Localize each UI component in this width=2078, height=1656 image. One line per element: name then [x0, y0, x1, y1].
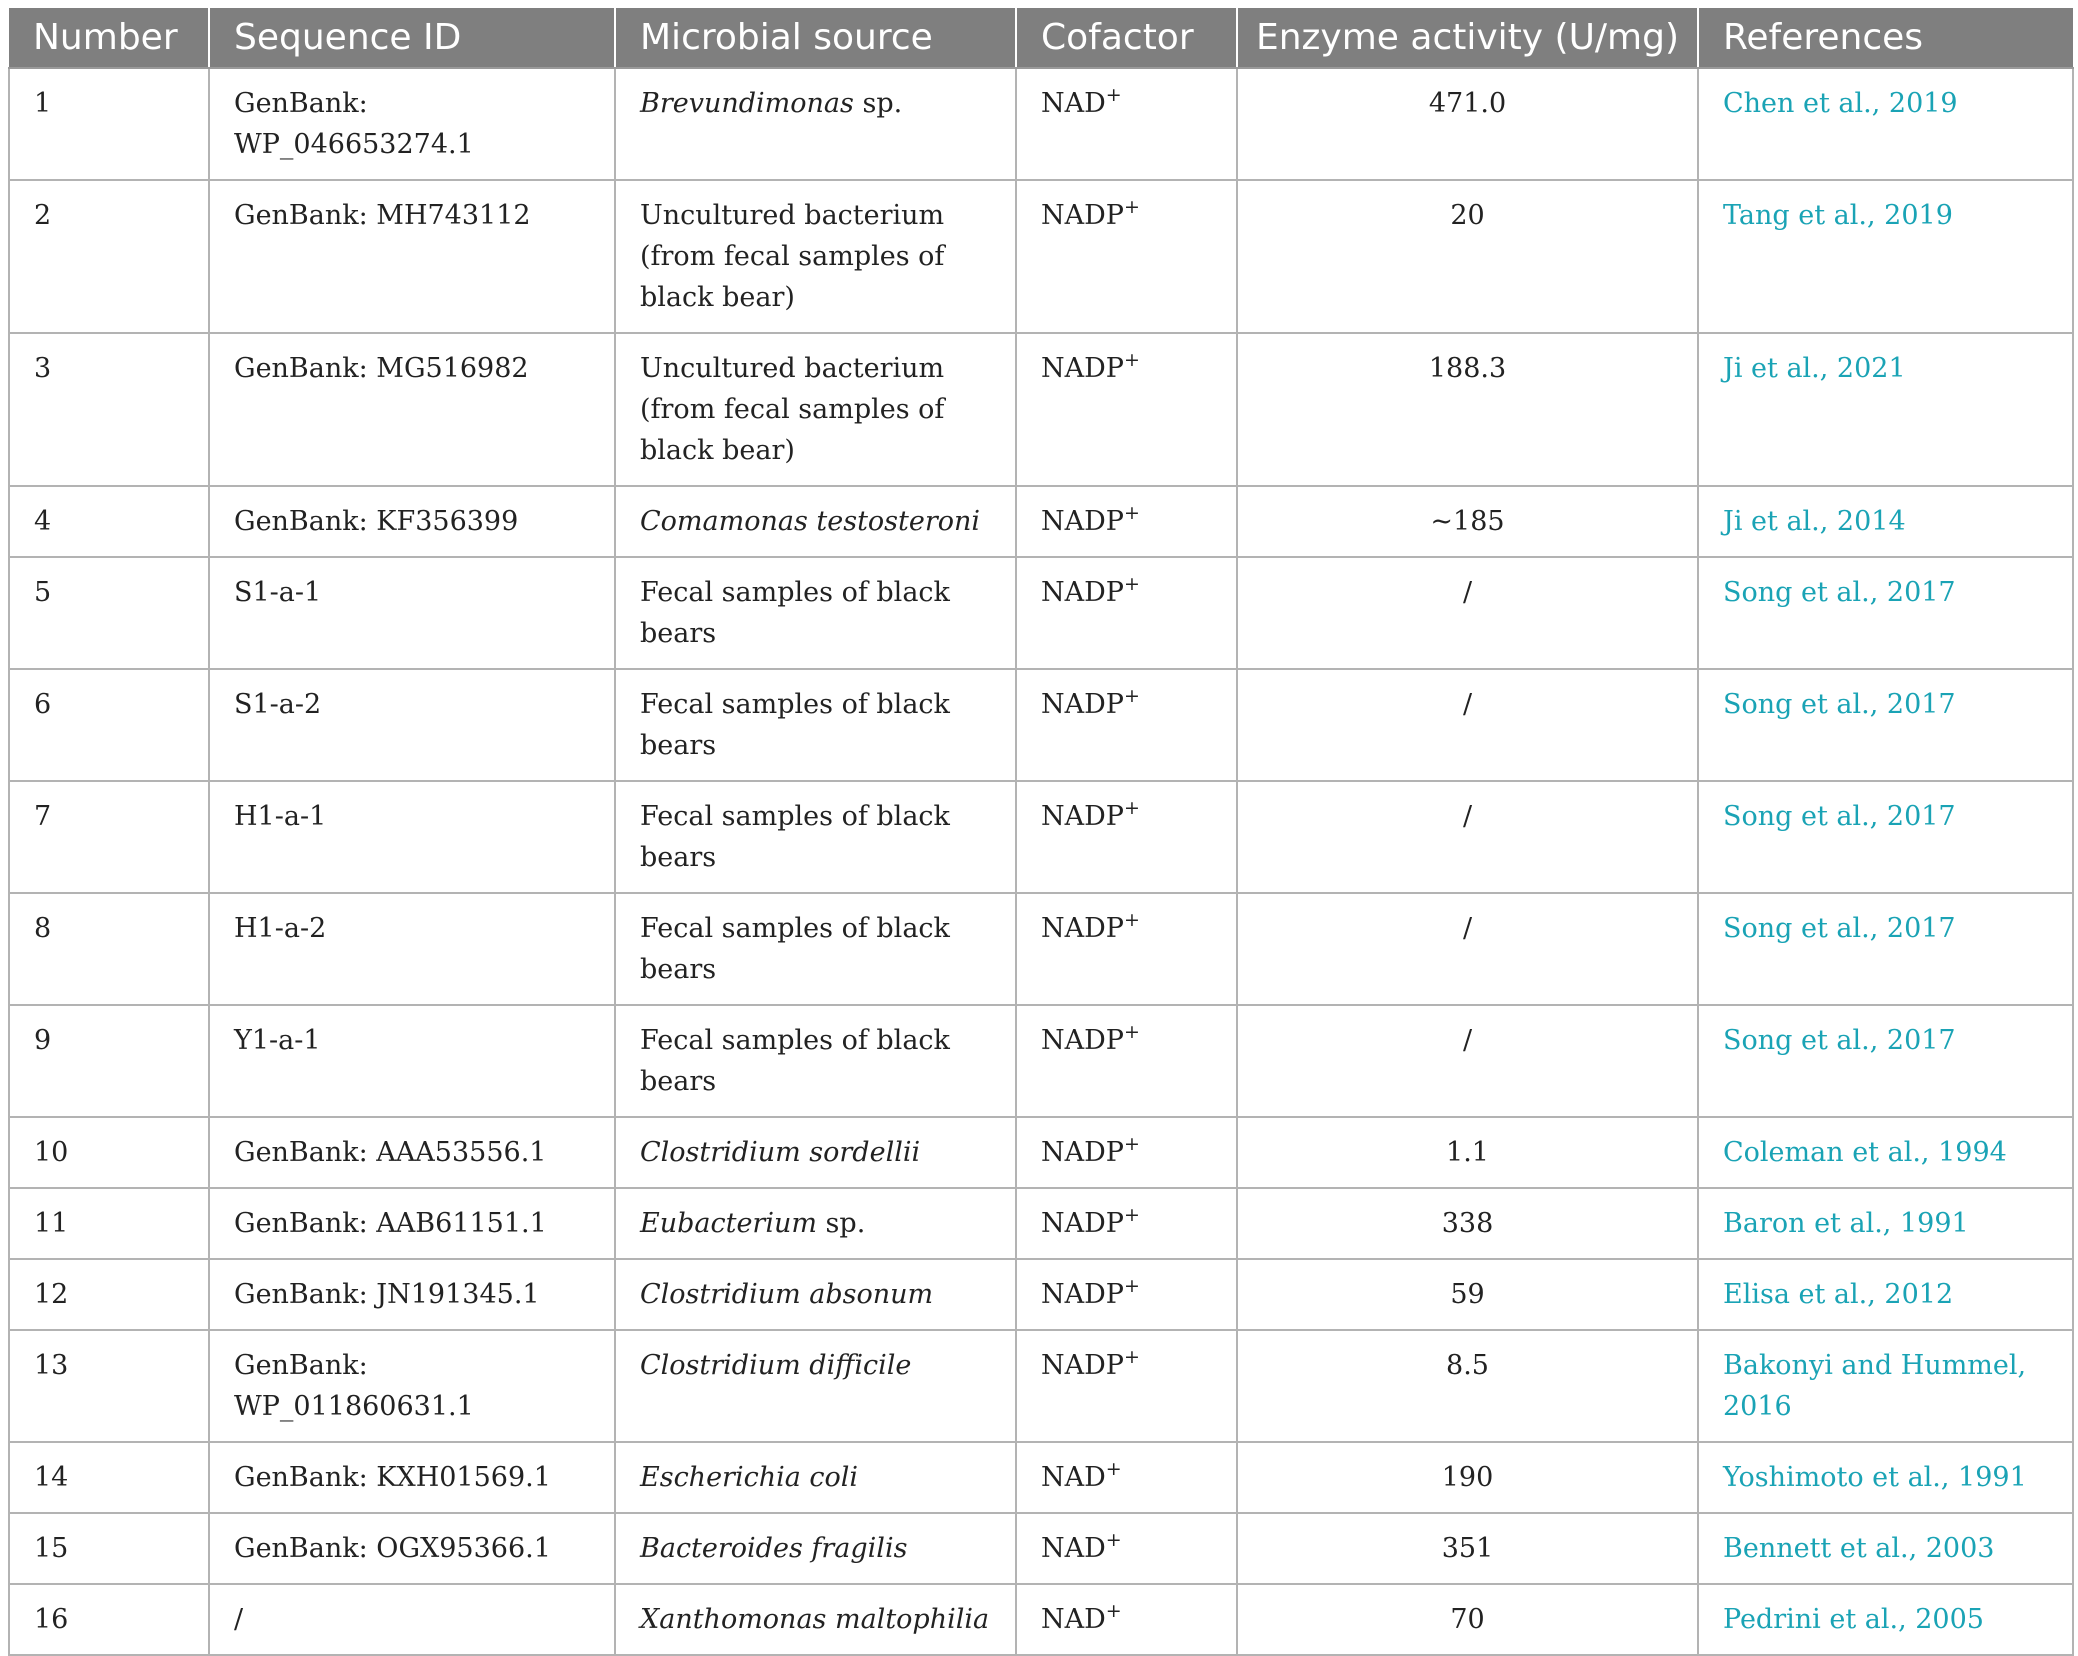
- cell-cofactor: [1016, 893, 1237, 1005]
- cell-reference: [1698, 180, 2073, 333]
- cell-sequence-id: [209, 893, 615, 1005]
- cell-sequence-id: [209, 1330, 615, 1442]
- sequence-id-text: GenBank: MG516982: [234, 353, 529, 384]
- cell-sequence-id: [209, 669, 615, 781]
- reference-link[interactable]: Coleman et al., 1994: [1723, 1137, 2007, 1168]
- cell-microbial-source: [615, 1117, 1016, 1188]
- activity-text: /: [1462, 689, 1473, 720]
- table-row: [9, 557, 2073, 669]
- cell-enzyme-activity: [1237, 1584, 1698, 1655]
- cell-enzyme-activity: [1237, 1442, 1698, 1513]
- number-text: 14: [34, 1462, 69, 1493]
- cell-enzyme-activity: [1237, 1259, 1698, 1330]
- activity-text: 20: [1450, 200, 1485, 231]
- cofactor-superscript: +: [1123, 797, 1140, 819]
- number-text: 7: [34, 801, 52, 832]
- table-row: [9, 781, 2073, 893]
- sequence-id-text: H1-a-2: [234, 913, 327, 944]
- table-row: [9, 486, 2073, 557]
- source-plain-text: Uncultured bacterium (from fecal samples of black bear): [640, 353, 945, 466]
- table-row: [9, 1584, 2073, 1655]
- cofactor-superscript: +: [1105, 1529, 1122, 1551]
- cofactor-text: NADP: [1041, 1279, 1124, 1310]
- data-table-container: [8, 8, 2072, 1656]
- cell-enzyme-activity: [1237, 781, 1698, 893]
- number-text: 11: [34, 1208, 69, 1239]
- activity-text: 70: [1450, 1604, 1485, 1635]
- cell-microbial-source: [615, 1584, 1016, 1655]
- sequence-id-text: GenBank: JN191345.1: [234, 1279, 540, 1310]
- table-row: [9, 669, 2073, 781]
- reference-link[interactable]: Song et al., 2017: [1723, 801, 1956, 832]
- cell-number: [9, 68, 209, 180]
- cell-cofactor: [1016, 68, 1237, 180]
- cell-cofactor: [1016, 557, 1237, 669]
- cell-reference: [1698, 1513, 2073, 1584]
- cell-enzyme-activity: [1237, 557, 1698, 669]
- number-text: 6: [34, 689, 52, 720]
- source-italic-text: Clostridium sordellii: [640, 1137, 921, 1168]
- cell-cofactor: [1016, 1188, 1237, 1259]
- cell-cofactor: [1016, 486, 1237, 557]
- column-header-sequence-id: Sequence ID: [209, 8, 615, 68]
- cell-sequence-id: [209, 1513, 615, 1584]
- cell-cofactor: [1016, 1330, 1237, 1442]
- cofactor-text: NAD: [1041, 1462, 1106, 1493]
- activity-text: 188.3: [1428, 353, 1507, 384]
- activity-text: /: [1462, 913, 1473, 944]
- cell-reference: [1698, 1442, 2073, 1513]
- cell-microbial-source: [615, 669, 1016, 781]
- reference-link[interactable]: Pedrini et al., 2005: [1723, 1604, 1984, 1635]
- table-row: [9, 1513, 2073, 1584]
- cell-number: [9, 1442, 209, 1513]
- cell-enzyme-activity: [1237, 893, 1698, 1005]
- source-plain-text: Fecal samples of black bears: [640, 801, 950, 873]
- cell-sequence-id: [209, 180, 615, 333]
- cofactor-text: NADP: [1041, 1208, 1124, 1239]
- source-plain-text: Fecal samples of black bears: [640, 577, 950, 649]
- number-text: 3: [34, 353, 52, 384]
- cell-microbial-source: [615, 1005, 1016, 1117]
- cell-microbial-source: [615, 1442, 1016, 1513]
- reference-link[interactable]: Elisa et al., 2012: [1723, 1279, 1954, 1310]
- sequence-id-text: GenBank: WP_046653274.1: [234, 88, 474, 160]
- cell-reference: [1698, 1005, 2073, 1117]
- sequence-id-text: Y1-a-1: [234, 1025, 321, 1056]
- cell-microbial-source: [615, 1259, 1016, 1330]
- cell-enzyme-activity: [1237, 486, 1698, 557]
- reference-link[interactable]: Yoshimoto et al., 1991: [1723, 1462, 2027, 1493]
- cell-cofactor: [1016, 1442, 1237, 1513]
- cell-microbial-source: [615, 557, 1016, 669]
- cell-cofactor: [1016, 1005, 1237, 1117]
- source-plain-text: sp.: [816, 1208, 866, 1239]
- reference-link[interactable]: Song et al., 2017: [1723, 689, 1956, 720]
- cofactor-superscript: +: [1105, 1600, 1122, 1622]
- cofactor-superscript: +: [1123, 685, 1140, 707]
- activity-text: 351: [1441, 1533, 1494, 1564]
- cell-microbial-source: [615, 333, 1016, 486]
- sequence-id-text: /: [234, 1604, 244, 1635]
- cofactor-superscript: +: [1123, 909, 1140, 931]
- cell-reference: [1698, 1330, 2073, 1442]
- cofactor-text: NADP: [1041, 1350, 1124, 1381]
- activity-text: 190: [1441, 1462, 1494, 1493]
- table-row: [9, 1259, 2073, 1330]
- cofactor-superscript: +: [1123, 1346, 1140, 1368]
- cell-reference: [1698, 893, 2073, 1005]
- cell-reference: [1698, 669, 2073, 781]
- cofactor-superscript: +: [1123, 1133, 1140, 1155]
- sequence-id-text: GenBank: KXH01569.1: [234, 1462, 551, 1493]
- activity-text: /: [1462, 577, 1473, 608]
- activity-text: 8.5: [1446, 1350, 1489, 1381]
- cell-number: [9, 180, 209, 333]
- cell-reference: [1698, 781, 2073, 893]
- source-italic-text: Clostridium absonum: [640, 1279, 934, 1310]
- cofactor-text: NADP: [1041, 801, 1124, 832]
- cell-enzyme-activity: [1237, 68, 1698, 180]
- sequence-id-text: GenBank: WP_011860631.1: [234, 1350, 474, 1422]
- cell-number: [9, 669, 209, 781]
- source-plain-text: sp.: [853, 88, 903, 119]
- cell-number: [9, 781, 209, 893]
- cell-enzyme-activity: [1237, 333, 1698, 486]
- cofactor-superscript: +: [1123, 1021, 1140, 1043]
- activity-text: 1.1: [1446, 1137, 1489, 1168]
- cell-number: [9, 1584, 209, 1655]
- cell-microbial-source: [615, 486, 1016, 557]
- source-plain-text: Fecal samples of black bears: [640, 689, 950, 761]
- cofactor-superscript: +: [1123, 1204, 1140, 1226]
- cell-number: [9, 1188, 209, 1259]
- cofactor-text: NADP: [1041, 577, 1124, 608]
- cell-microbial-source: [615, 1188, 1016, 1259]
- cell-sequence-id: [209, 1005, 615, 1117]
- cofactor-superscript: +: [1123, 1275, 1140, 1297]
- table-body: [9, 68, 2073, 1655]
- reference-link[interactable]: Bakonyi and Hummel, 2016: [1723, 1350, 2027, 1422]
- cell-sequence-id: [209, 1442, 615, 1513]
- reference-link[interactable]: Ji et al., 2014: [1723, 506, 1906, 537]
- cell-sequence-id: [209, 486, 615, 557]
- cell-reference: [1698, 1117, 2073, 1188]
- number-text: 12: [34, 1279, 69, 1310]
- sequence-id-text: H1-a-1: [234, 801, 327, 832]
- cell-number: [9, 1117, 209, 1188]
- reference-link[interactable]: Bennett et al., 2003: [1723, 1533, 1995, 1564]
- cell-enzyme-activity: [1237, 1330, 1698, 1442]
- column-header-number: Number: [9, 8, 209, 68]
- cofactor-superscript: +: [1123, 196, 1140, 218]
- cell-enzyme-activity: [1237, 180, 1698, 333]
- cell-sequence-id: [209, 333, 615, 486]
- sequence-id-text: GenBank: AAB61151.1: [234, 1208, 547, 1239]
- sequence-id-text: S1-a-2: [234, 689, 322, 720]
- source-plain-text: Fecal samples of black bears: [640, 1025, 950, 1097]
- cell-number: [9, 1005, 209, 1117]
- number-text: 13: [34, 1350, 69, 1381]
- cell-reference: [1698, 1259, 2073, 1330]
- sequence-id-text: GenBank: OGX95366.1: [234, 1533, 551, 1564]
- cell-reference: [1698, 1584, 2073, 1655]
- cell-cofactor: [1016, 669, 1237, 781]
- table-row: [9, 1330, 2073, 1442]
- reference-link[interactable]: Song et al., 2017: [1723, 913, 1956, 944]
- cell-microbial-source: [615, 781, 1016, 893]
- activity-text: ~185: [1430, 506, 1505, 537]
- enzyme-table: [8, 8, 2074, 1656]
- number-text: 4: [34, 506, 52, 537]
- cell-enzyme-activity: [1237, 1005, 1698, 1117]
- cofactor-text: NAD: [1041, 1604, 1106, 1635]
- table-header-row: [9, 8, 2073, 68]
- reference-link[interactable]: Baron et al., 1991: [1723, 1208, 1969, 1239]
- cell-number: [9, 486, 209, 557]
- reference-link[interactable]: Ji et al., 2021: [1723, 353, 1906, 384]
- cofactor-text: NADP: [1041, 689, 1124, 720]
- table-row: [9, 1188, 2073, 1259]
- source-plain-text: Fecal samples of black bears: [640, 913, 950, 985]
- table-row: [9, 1117, 2073, 1188]
- cell-cofactor: [1016, 781, 1237, 893]
- source-italic-text: Escherichia coli: [640, 1462, 859, 1493]
- cell-cofactor: [1016, 1584, 1237, 1655]
- source-italic-text: Clostridium difficile: [640, 1350, 912, 1381]
- activity-text: 471.0: [1428, 88, 1507, 119]
- table-row: [9, 68, 2073, 180]
- reference-link[interactable]: Song et al., 2017: [1723, 1025, 1956, 1056]
- source-italic-text: Eubacterium: [640, 1208, 817, 1239]
- cell-reference: [1698, 486, 2073, 557]
- cofactor-text: NAD: [1041, 1533, 1106, 1564]
- table-row: [9, 1442, 2073, 1513]
- cofactor-text: NADP: [1041, 353, 1124, 384]
- reference-link[interactable]: Song et al., 2017: [1723, 577, 1956, 608]
- cell-sequence-id: [209, 1259, 615, 1330]
- cell-microbial-source: [615, 1330, 1016, 1442]
- cell-number: [9, 557, 209, 669]
- source-plain-text: Uncultured bacterium (from fecal samples of black bear): [640, 200, 945, 313]
- cell-sequence-id: [209, 781, 615, 893]
- cofactor-text: NADP: [1041, 1025, 1124, 1056]
- activity-text: 338: [1441, 1208, 1494, 1239]
- cell-reference: [1698, 333, 2073, 486]
- cell-sequence-id: [209, 1117, 615, 1188]
- number-text: 15: [34, 1533, 69, 1564]
- number-text: 5: [34, 577, 52, 608]
- cell-number: [9, 1513, 209, 1584]
- sequence-id-text: GenBank: MH743112: [234, 200, 531, 231]
- cell-number: [9, 893, 209, 1005]
- cell-enzyme-activity: [1237, 1188, 1698, 1259]
- column-header-microbial-source: Microbial source: [615, 8, 1016, 68]
- cell-enzyme-activity: [1237, 1513, 1698, 1584]
- sequence-id-text: S1-a-1: [234, 577, 322, 608]
- table-row: [9, 333, 2073, 486]
- reference-link[interactable]: Chen et al., 2019: [1723, 88, 1958, 119]
- cell-sequence-id: [209, 1188, 615, 1259]
- cell-reference: [1698, 557, 2073, 669]
- number-text: 1: [34, 88, 52, 119]
- sequence-id-text: GenBank: KF356399: [234, 506, 519, 537]
- cell-enzyme-activity: [1237, 669, 1698, 781]
- table-row: [9, 1005, 2073, 1117]
- cell-microbial-source: [615, 180, 1016, 333]
- cofactor-superscript: +: [1105, 1458, 1122, 1480]
- source-italic-text: Bacteroides fragilis: [640, 1533, 908, 1564]
- activity-text: 59: [1450, 1279, 1485, 1310]
- number-text: 9: [34, 1025, 52, 1056]
- number-text: 2: [34, 200, 52, 231]
- column-header-cofactor: Cofactor: [1016, 8, 1237, 68]
- cell-number: [9, 333, 209, 486]
- activity-text: /: [1462, 801, 1473, 832]
- cofactor-text: NADP: [1041, 913, 1124, 944]
- cell-microbial-source: [615, 1513, 1016, 1584]
- cofactor-superscript: +: [1123, 573, 1140, 595]
- table-row: [9, 893, 2073, 1005]
- column-header-enzyme-activity: Enzyme activity (U/mg): [1237, 8, 1698, 68]
- cell-cofactor: [1016, 1259, 1237, 1330]
- cell-microbial-source: [615, 68, 1016, 180]
- source-italic-text: Xanthomonas maltophilia: [640, 1604, 990, 1635]
- cell-sequence-id: [209, 1584, 615, 1655]
- cofactor-superscript: +: [1123, 349, 1140, 371]
- cell-reference: [1698, 68, 2073, 180]
- cell-cofactor: [1016, 333, 1237, 486]
- cell-microbial-source: [615, 893, 1016, 1005]
- source-italic-text: Brevundimonas: [640, 88, 854, 119]
- cofactor-text: NADP: [1041, 1137, 1124, 1168]
- cofactor-text: NADP: [1041, 200, 1124, 231]
- activity-text: /: [1462, 1025, 1473, 1056]
- number-text: 16: [34, 1604, 69, 1635]
- cell-sequence-id: [209, 557, 615, 669]
- reference-link[interactable]: Tang et al., 2019: [1723, 200, 1953, 231]
- sequence-id-text: GenBank: AAA53556.1: [234, 1137, 547, 1168]
- cell-reference: [1698, 1188, 2073, 1259]
- cell-cofactor: [1016, 1513, 1237, 1584]
- number-text: 10: [34, 1137, 69, 1168]
- cofactor-text: NAD: [1041, 88, 1106, 119]
- cell-cofactor: [1016, 1117, 1237, 1188]
- cofactor-superscript: +: [1123, 502, 1140, 524]
- column-header-references: References: [1698, 8, 2073, 68]
- number-text: 8: [34, 913, 52, 944]
- cofactor-text: NADP: [1041, 506, 1124, 537]
- cofactor-superscript: +: [1105, 84, 1122, 106]
- cell-number: [9, 1259, 209, 1330]
- cell-sequence-id: [209, 68, 615, 180]
- table-row: [9, 180, 2073, 333]
- cell-number: [9, 1330, 209, 1442]
- cell-enzyme-activity: [1237, 1117, 1698, 1188]
- cell-cofactor: [1016, 180, 1237, 333]
- source-italic-text: Comamonas testosteroni: [640, 506, 981, 537]
